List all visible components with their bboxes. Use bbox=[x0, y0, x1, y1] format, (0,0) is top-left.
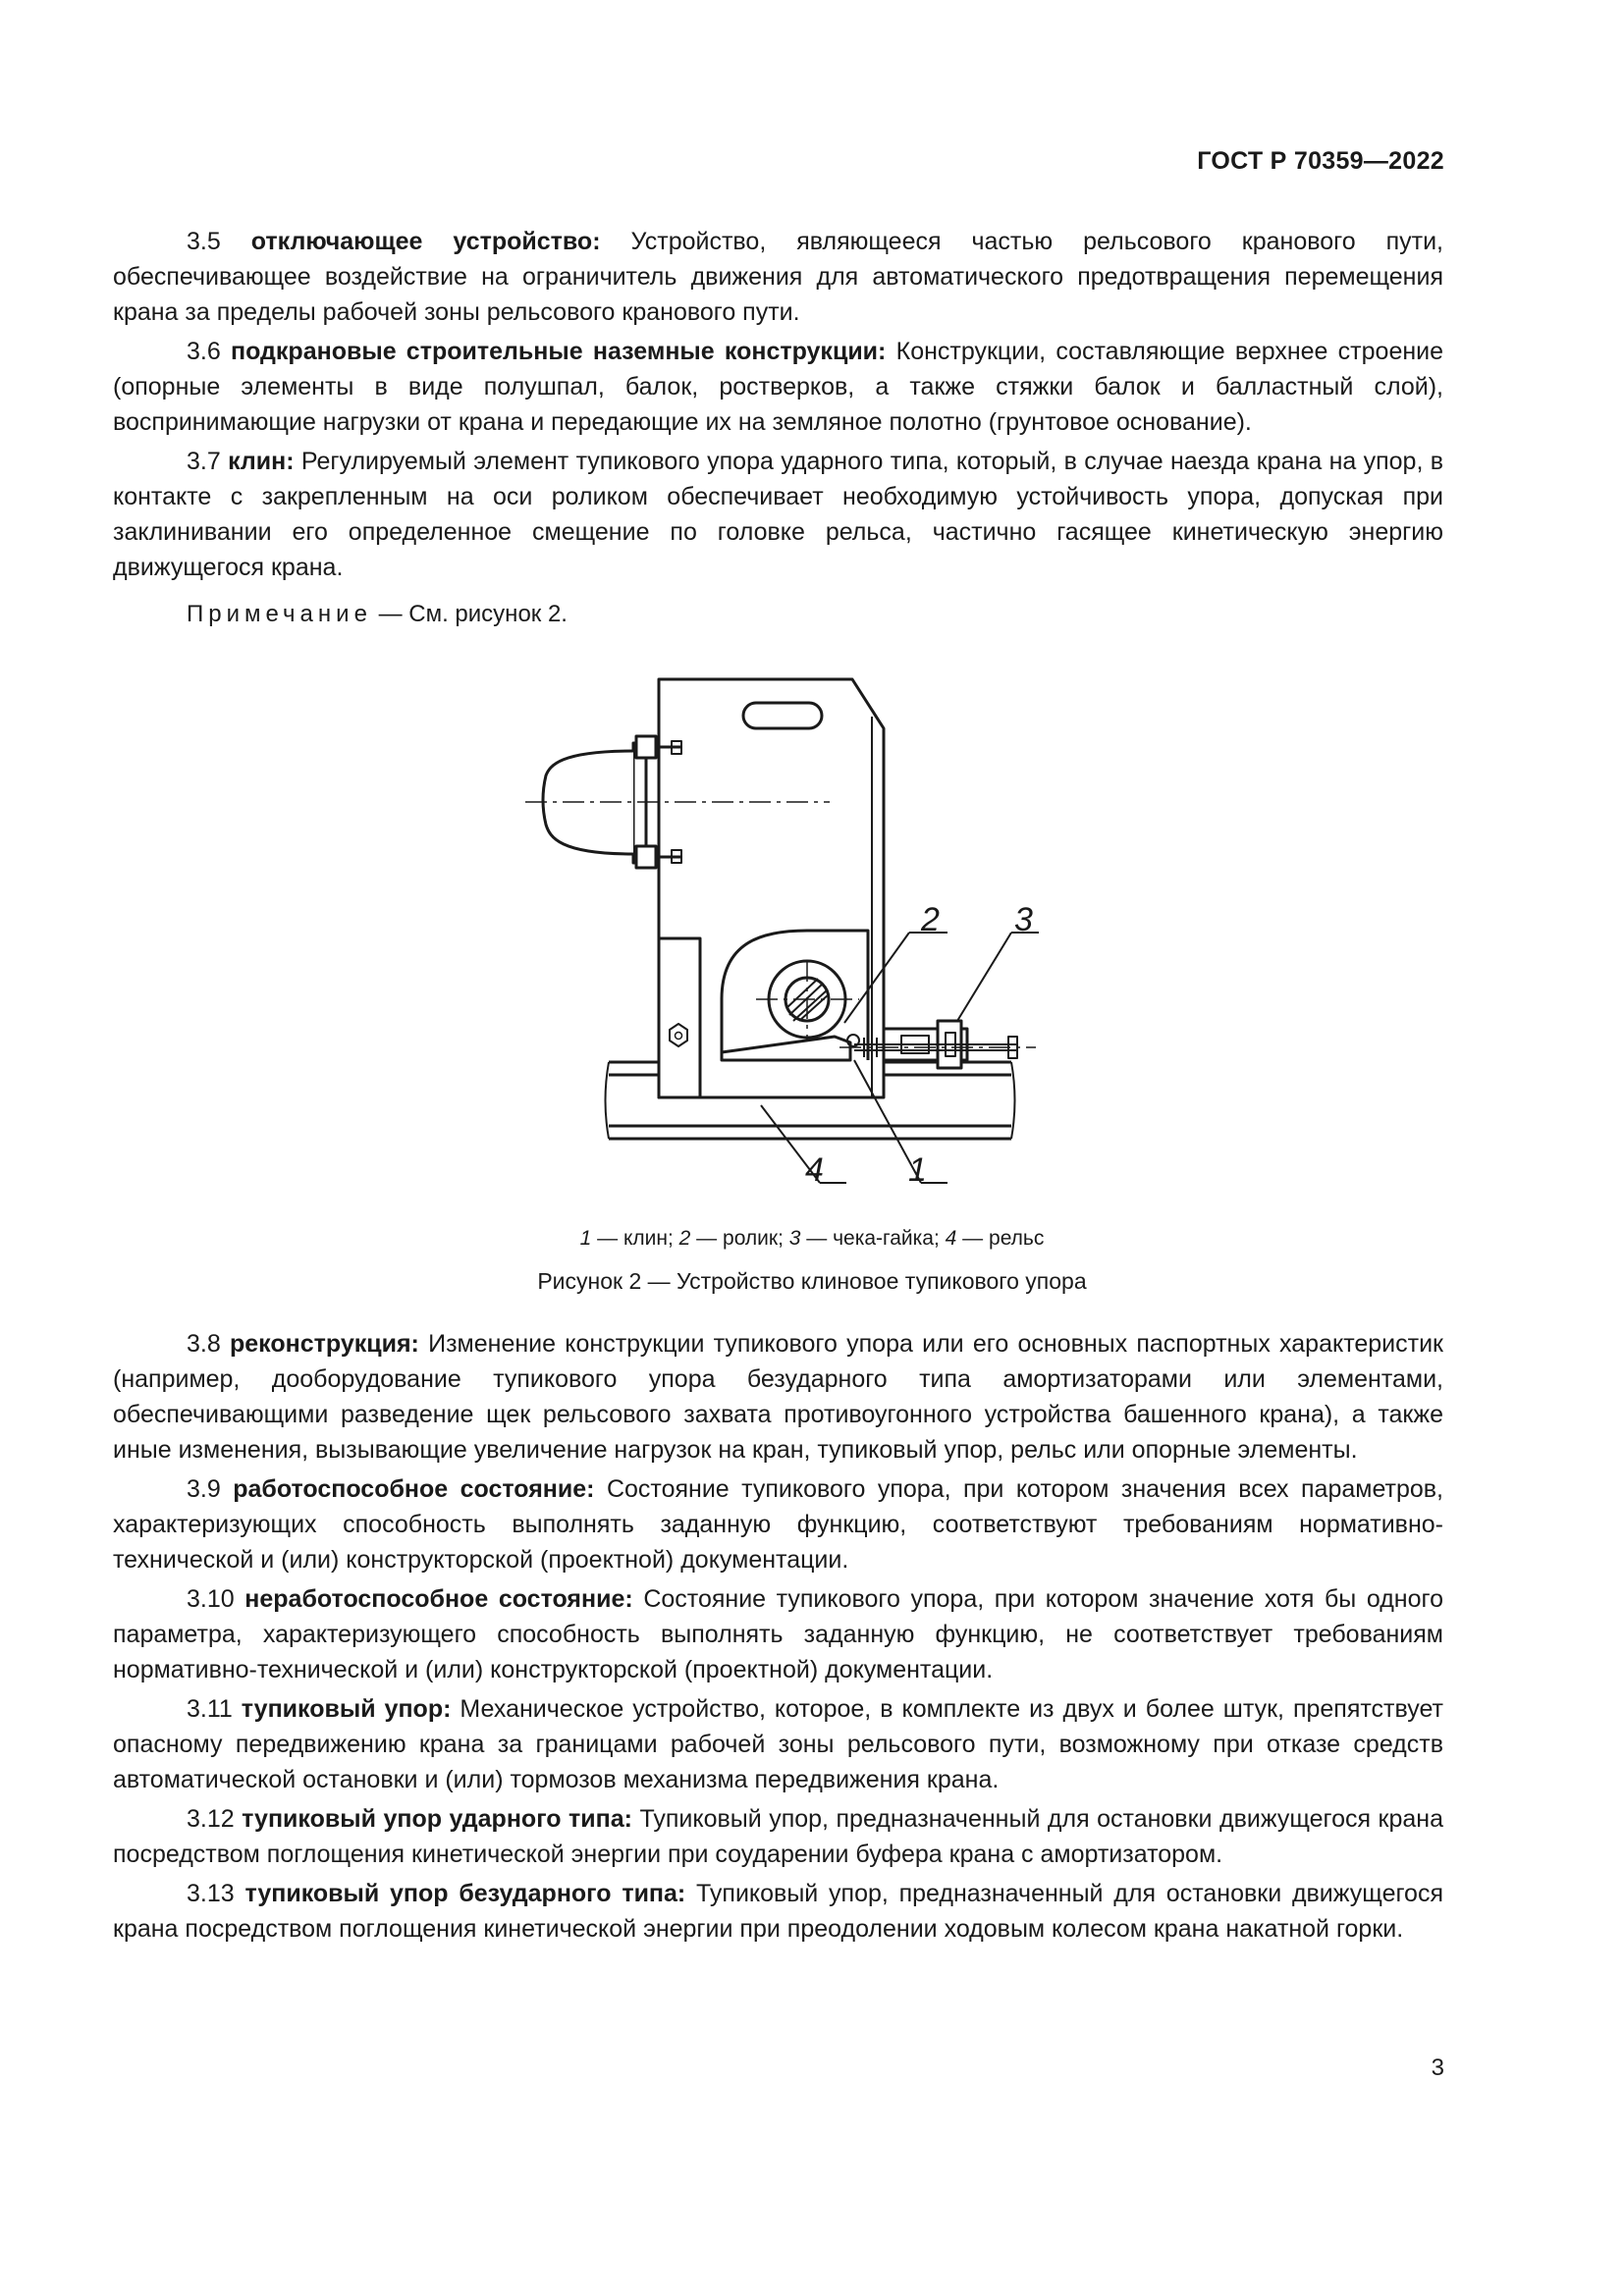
definition-number: 3.8 bbox=[187, 1330, 221, 1358]
definition-term: подкрановые строительные наземные конструкции: bbox=[231, 338, 887, 365]
upright-post bbox=[659, 938, 700, 1097]
definitions-bottom bbox=[113, 1326, 1443, 1950]
definition-term: отключающее устройство: bbox=[250, 228, 601, 255]
definition-text: Тупиковый упор, предназначенный для остановки движущегося крана посредством поглощения кинетической энергии при преодолении ходовым колесом крана накатной горки. bbox=[113, 1880, 1443, 1943]
callout-3: 3 bbox=[1014, 901, 1033, 938]
document-code: ГОСТ Р 70359—2022 bbox=[1197, 147, 1444, 175]
definition-text: Конструкции, составляющие верхнее строение (опорные элементы в виде полушпал, балок, ростверков, а также стяжки балок и балластный слой), воспринимающие нагрузки от крана и передающие их на земляное полотно (грунтовое основание). bbox=[113, 338, 1444, 436]
definition-number: 3.12 bbox=[187, 1805, 235, 1833]
note bbox=[187, 601, 568, 628]
definition-number: 3.10 bbox=[187, 1585, 235, 1613]
definition-number: 3.9 bbox=[187, 1475, 221, 1503]
definition-3-7 bbox=[113, 444, 1443, 585]
definition-3-10 bbox=[113, 1581, 1443, 1687]
definition-term: работоспособное состояние: bbox=[233, 1475, 595, 1503]
legend-num: 3 bbox=[788, 1227, 801, 1250]
page-number: 3 bbox=[1431, 2055, 1444, 2081]
definition-number: 3.5 bbox=[187, 228, 221, 255]
legend-text: — ролик; bbox=[690, 1227, 789, 1250]
figure-legend bbox=[0, 1227, 1624, 1251]
definition-text: Тупиковый упор, предназначенный для остановки движущегося крана посредством поглощения кинетической энергии при соударении буфера крана с амортизатором. bbox=[113, 1805, 1443, 1868]
definition-3-5 bbox=[113, 224, 1443, 330]
note-text: — См. рисунок 2. bbox=[378, 601, 568, 627]
definition-term: тупиковый упор: bbox=[241, 1695, 452, 1723]
definition-text: Регулируемый элемент тупикового упора ударного типа, который, в случае наезда крана на упор, в контакте с закрепленным на оси роликом обеспечивает необходимую устойчивость упора, допуская при заклинивании его определенное смещение по головке рельса, частично гасящее кинетическую энергию движущегося крана. bbox=[113, 448, 1443, 581]
definition-3-6 bbox=[113, 334, 1443, 440]
definition-3-13 bbox=[113, 1876, 1443, 1947]
figure-wedge-stop-drawing bbox=[520, 667, 1041, 1207]
definition-number: 3.6 bbox=[187, 338, 221, 365]
note-label: Примечание bbox=[187, 601, 372, 627]
definition-3-12 bbox=[113, 1801, 1443, 1872]
definition-term: реконструкция: bbox=[230, 1330, 419, 1358]
definition-3-9 bbox=[113, 1471, 1443, 1577]
callout-2: 2 bbox=[921, 901, 940, 938]
definition-term: тупиковый упор безударного типа: bbox=[244, 1880, 686, 1907]
legend-num: 1 bbox=[579, 1227, 592, 1250]
definition-number: 3.11 bbox=[187, 1695, 233, 1723]
legend-num: 4 bbox=[945, 1227, 957, 1250]
definition-3-11 bbox=[113, 1691, 1443, 1797]
legend-text: — рельс bbox=[956, 1227, 1045, 1250]
definition-term: клин: bbox=[228, 448, 295, 475]
legend-text: — чека-гайка; bbox=[800, 1227, 946, 1250]
callout-1: 1 bbox=[908, 1151, 927, 1189]
legend-text: — клин; bbox=[591, 1227, 679, 1250]
definition-term: тупиковый упор ударного типа: bbox=[242, 1805, 632, 1833]
figure-caption: Рисунок 2 — Устройство клиновое тупикового упора bbox=[537, 1268, 1087, 1294]
definition-text: Состояние тупикового упора, при котором значение хотя бы одного параметра, характеризующего способность выполнять заданную функцию, не соответствует требованиям нормативно-технической и (или) конструкторской (проектной) документации. bbox=[113, 1585, 1443, 1683]
definition-term: неработоспособное состояние: bbox=[244, 1585, 633, 1613]
definition-3-8 bbox=[113, 1326, 1443, 1468]
definition-number: 3.7 bbox=[187, 448, 221, 475]
legend-num: 2 bbox=[678, 1227, 691, 1250]
definition-text: Состояние тупикового упора, при котором значения всех параметров, характеризующих способность выполнять заданную функцию, соответствуют требованиям нормативно-технической и (или) конструкторской (проектной) документации. bbox=[113, 1475, 1443, 1574]
definition-text: Изменение конструкции тупикового упора или его основных паспортных характеристик (например, дооборудование тупикового упора безударного типа амортизаторами или элементами, обеспечивающими разведение щек рельсового захвата противоугонного устройства башенного крана), а также иные изменения, вызывающие увеличение нагрузок на кран, тупиковый упор, рельс или опорные элементы. bbox=[113, 1330, 1443, 1464]
definition-text: Устройство, являющееся частью рельсового кранового пути, обеспечивающее воздействие на ограничитель движения для автоматического предотвращения перемещения крана за пределы рабочей зоны рельсового кранового пути. bbox=[113, 228, 1444, 326]
definitions-top bbox=[113, 224, 1443, 589]
definition-number: 3.13 bbox=[187, 1880, 235, 1907]
definition-text: Механическое устройство, которое, в комплекте из двух и более штук, препятствует опасному передвижению крана за границами рабочей зоны рельсового пути, возможному при отказе средств автоматической остановки и (или) тормозов механизма передвижения крана. bbox=[113, 1695, 1443, 1793]
callout-4: 4 bbox=[805, 1151, 824, 1189]
